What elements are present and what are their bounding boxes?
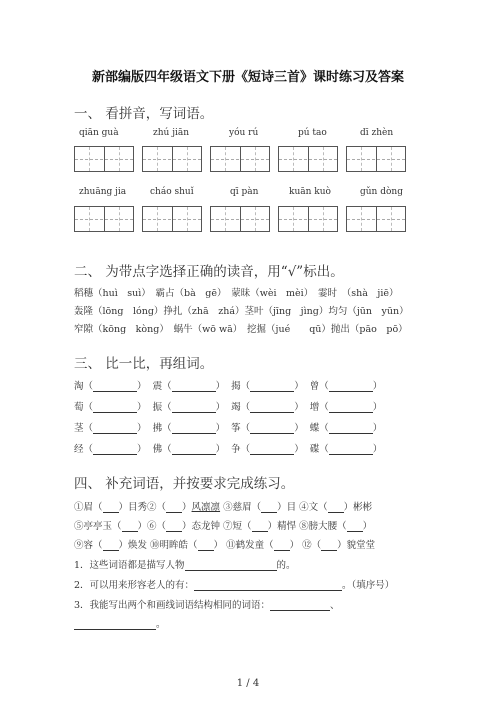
- compare-row: 经（ ） 佛（ ） 争（ ） 碟（ ）: [74, 444, 383, 455]
- writing-grid[interactable]: [210, 206, 270, 232]
- idiom-text: ⑪鹤发童（: [226, 540, 274, 551]
- underlined-idiom: 风凛凛: [191, 502, 221, 513]
- answer-blank[interactable]: [329, 433, 373, 434]
- idiom-text: ）目秀②（: [118, 502, 167, 513]
- character: 竭: [231, 402, 241, 413]
- character: 碟: [309, 444, 320, 455]
- idiom-line: [74, 518, 372, 532]
- compare-row: 淘（ ） 震（ ） 揭（ ） 曾（ ）: [74, 381, 383, 392]
- pinyin-label: qiān guà: [79, 128, 119, 138]
- character: 淘: [74, 381, 84, 392]
- idiom-text: ）: [289, 540, 300, 551]
- answer-blank[interactable]: [122, 531, 138, 532]
- character: 曾: [309, 381, 320, 392]
- section-4-heading: 四、 补充词语，并按要求完成练习。: [74, 476, 295, 492]
- idiom-text: ⑤亭亭玉（: [74, 521, 122, 532]
- character: 茎: [74, 423, 84, 434]
- page-number: 1 / 4: [236, 678, 260, 689]
- answer-blank[interactable]: [250, 454, 294, 455]
- character: 拂: [152, 423, 163, 434]
- question-text: 。: [156, 619, 166, 630]
- question-text: 。（填序号）: [342, 580, 395, 591]
- answer-blank[interactable]: [103, 550, 119, 551]
- pinyin-label: zhú jiān: [153, 128, 190, 138]
- idiom-text: ）精悍 ⑧膀大腰（: [267, 521, 347, 532]
- pinyin-label: zhuāng jia: [79, 187, 127, 197]
- answer-blank[interactable]: [74, 629, 156, 630]
- idiom-text: ）态龙钟 ⑦短（: [182, 521, 252, 532]
- compare-row: 萄（ ） 振（ ） 竭（ ） 增（ ）: [74, 402, 383, 413]
- answer-blank[interactable]: [172, 391, 216, 392]
- pinyin-label: gǔn dòng: [360, 187, 403, 197]
- idiom-line: [74, 537, 375, 551]
- question-3: [74, 597, 340, 611]
- question-2: [74, 577, 394, 591]
- answer-blank[interactable]: [328, 512, 344, 513]
- answer-blank[interactable]: [250, 433, 294, 434]
- question-text: 3．我能写出两个和画线词语结构相同的词语：: [74, 600, 271, 611]
- answer-blank[interactable]: [270, 610, 330, 611]
- question-text: 1．这些词语都是描写人物: [74, 560, 185, 571]
- answer-blank[interactable]: [252, 531, 268, 532]
- answer-blank[interactable]: [261, 512, 277, 513]
- section-2-heading: 二、 为带点字选择正确的读音，用“√”标出。: [74, 264, 344, 280]
- pinyin-label: yóu rú: [229, 128, 259, 138]
- answer-blank[interactable]: [329, 391, 373, 392]
- idiom-text: ）彬彬: [343, 502, 373, 513]
- answer-blank[interactable]: [198, 550, 214, 551]
- character: 萄: [74, 402, 84, 413]
- character: 争: [231, 444, 241, 455]
- answer-blank[interactable]: [93, 433, 137, 434]
- idiom-text: ①眉（: [74, 502, 103, 513]
- character: 筝: [231, 423, 241, 434]
- compare-row: 茎（ ） 拂（ ） 筝（ ） 蝶（ ）: [74, 423, 383, 434]
- page-title: 新部编版四年级语文下册《短诗三首》课时练习及答案: [91, 70, 404, 85]
- writing-grid[interactable]: [74, 146, 134, 172]
- answer-blank[interactable]: [347, 531, 363, 532]
- section-1-heading: 一、 看拼音，写词语。: [74, 106, 214, 122]
- idiom-text: ⑨容（: [74, 540, 103, 551]
- character: 揭: [231, 381, 241, 392]
- pinyin-label: qī pàn: [230, 187, 259, 197]
- answer-blank[interactable]: [172, 412, 216, 413]
- question-text: 2．可以用来形容老人的有：: [74, 580, 195, 591]
- pinyin-label: dī zhèn: [360, 128, 394, 138]
- answer-blank[interactable]: [250, 391, 294, 392]
- writing-grid[interactable]: [74, 206, 134, 232]
- answer-blank[interactable]: [166, 531, 182, 532]
- answer-blank[interactable]: [274, 550, 290, 551]
- idiom-text: ）: [213, 540, 224, 551]
- idiom-text: ）: [362, 521, 373, 532]
- question-1: [74, 557, 296, 571]
- answer-blank[interactable]: [93, 412, 137, 413]
- writing-grid[interactable]: [278, 206, 338, 232]
- pronunciation-line: 窄隙（kōng kòng） 蜗牛（wō wā） 挖掘（jué qū）抛出（pāo pō）: [74, 324, 408, 335]
- idiom-text: ）焕发 ⑩明眸皓（: [118, 540, 198, 551]
- character: 振: [152, 402, 163, 413]
- writing-grid[interactable]: [142, 146, 202, 172]
- answer-blank[interactable]: [329, 454, 373, 455]
- character: 佛: [152, 444, 163, 455]
- answer-blank[interactable]: [329, 412, 373, 413]
- idiom-line: [74, 499, 372, 513]
- answer-blank[interactable]: [321, 550, 337, 551]
- question-text: 的。: [276, 560, 296, 571]
- idiom-text: ③慈眉（: [223, 502, 262, 513]
- answer-blank[interactable]: [194, 590, 342, 591]
- pinyin-label: kuān kuò: [289, 187, 331, 197]
- pinyin-label: cháo shuǐ: [150, 187, 194, 197]
- writing-grid[interactable]: [210, 146, 270, 172]
- pinyin-label: pú tao: [298, 128, 327, 138]
- idiom-text: ）貌堂堂: [337, 540, 376, 551]
- character: 增: [309, 402, 320, 413]
- writing-grid[interactable]: [278, 146, 338, 172]
- idiom-text: ）目 ④文（: [277, 502, 328, 513]
- section-3-heading: 三、 比一比，再组词。: [74, 356, 214, 372]
- answer-blank[interactable]: [93, 391, 137, 392]
- writing-grid[interactable]: [346, 146, 406, 172]
- idiom-text: ）⑥（: [137, 521, 167, 532]
- answer-blank[interactable]: [166, 512, 182, 513]
- pronunciation-line: 轰隆（lōng lóng）挣扎（zhā zhá）茎叶（jīng jìng）均匀（jūn yūn）: [74, 306, 409, 317]
- character: 震: [152, 381, 163, 392]
- answer-blank[interactable]: [185, 570, 277, 571]
- idiom-text: ）: [182, 502, 192, 513]
- pronunciation-line: 稻穗（huì suì） 霸占（bà gē） 蒙昧（wèi mèi） 霎时 （shà jiē）: [74, 288, 399, 299]
- writing-grid[interactable]: [142, 206, 202, 232]
- answer-blank[interactable]: [172, 433, 216, 434]
- question-text: 、: [330, 600, 340, 611]
- question-3-continued: [74, 616, 166, 630]
- answer-blank[interactable]: [103, 512, 119, 513]
- answer-blank[interactable]: [93, 454, 137, 455]
- answer-blank[interactable]: [250, 412, 294, 413]
- writing-grid[interactable]: [346, 206, 406, 232]
- answer-blank[interactable]: [172, 454, 216, 455]
- character: 蝶: [309, 423, 320, 434]
- character: 经: [74, 444, 84, 455]
- idiom-text: ⑫（: [302, 540, 322, 551]
